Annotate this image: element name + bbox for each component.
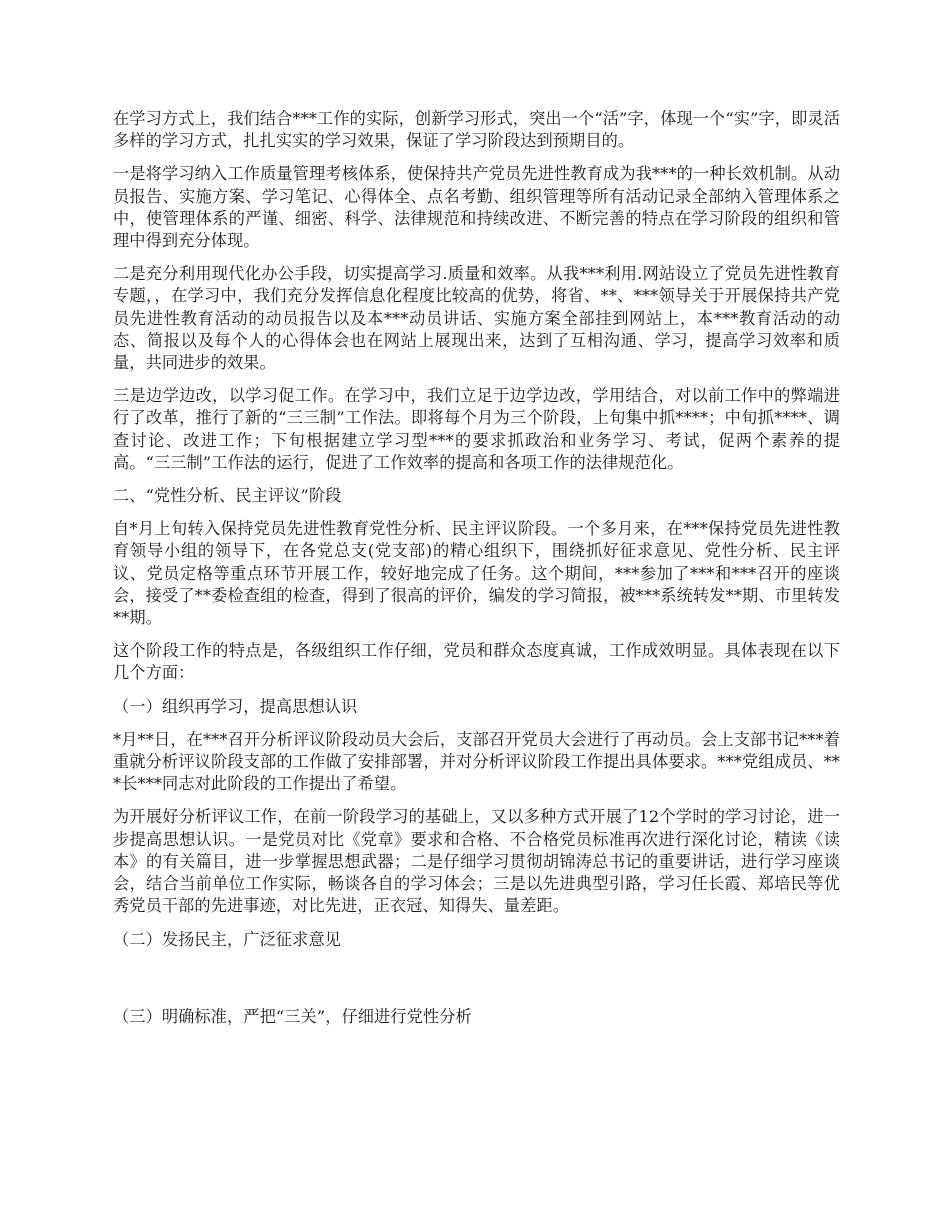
- paragraph-point-two: 二是充分利用现代化办公手段，切实提高学习.质量和效率。从我***利用.网站设立了党员先进性教育专题，，在学习中，我们充分发挥信息化程度比较高的优势，将省、**、***领导关于开展保持共产党员先进性教育活动的动员报告以及本***动员讲话、实施方案全部挂到网站上，本***教育活动的动态、简报以及每个人的心得体会也在网站上展现出来，达到了互相沟通、学习，提高学习效率和质量，共同进步的效果。: [113, 264, 840, 373]
- paragraph-study-method: 在学习方式上，我们结合***工作的实际，创新学习形式，突出一个“活”字，体现一个“实”字，即灵活多样的学习方式，扎扎实实的学习效果，保证了学习阶段达到预期目的。: [113, 109, 840, 151]
- paragraph-point-one: 一是将学习纳入工作质量管理考核体系，使保持共产党员先进性教育成为我***的一种长效机制。从动员报告、实施方案、学习笔记、心得体全、点名考勤、组织管理等所有活动记录全部纳入管理体系之中，使管理体系的严谨、细密、科学、法律规范和持续改进、不断完善的特点在学习阶段的组织和管理中得到充分体现。: [113, 164, 840, 251]
- subheading-two: （二）发扬民主，广泛征求意见: [113, 929, 342, 949]
- paragraph-mobilization: *月**日，在***召开分析评议阶段动员大会后，支部召开党员大会进行了再动员。会上支部书记***着重就分析评议阶段支部的工作做了安排部署，并对分析评议阶段工作提出具体要求。***党组成员、***长***同志对此阶段的工作提出了希望。: [113, 729, 840, 794]
- paragraph-study-discussion: 为开展好分析评议工作，在前一阶段学习的基础上，又以多种方式开展了12个学时的学习讨论，进一步提高思想认识。一是党员对比《党章》要求和合格、不合格党员标准再次进行深化讨论，精读《读本》的有关篇目，进一步掌握思想武器；二是仔细学习贯彻胡锦涛总书记的重要讲话，进行学习座谈会，结合当前单位工作实际，畅谈各自的学习体会；三是以先进典型引路，学习任长霞、郑培民等优秀党员干部的先进事迹，对比先进，正衣冠、知得失、量差距。: [113, 807, 840, 916]
- document-body: [113, 108, 840, 1039]
- paragraph-point-three: 三是边学边改，以学习促工作。在学习中，我们立足于边学边改，学用结合，对以前工作中的弊端进行了改革，推行了新的“三三制”工作法。即将每个月为三个阶段，上旬集中抓****；中旬抓****、调查讨论、改进工作；下旬根据建立学习型***的要求抓政治和业务学习、考试，促两个素养的提高。“三三制”工作法的运行，促进了工作效率的提高和各项工作的法律规范化。: [113, 386, 840, 472]
- blank-spacer: [113, 962, 840, 1006]
- section-heading-stage-two: 二、“党性分析、民主评议”阶段: [113, 486, 342, 506]
- subheading-one: （一）组织再学习，提高思想认识: [113, 696, 358, 716]
- paragraph-stage-two-intro: 自*月上旬转入保持党员先进性教育党性分析、民主评议阶段。一个多月来，在***保持党员先进性教育领导小组的领导下，在各党总支(党支部)的精心组织下，围绕抓好征求意见、党性分析、民主评议、党员定格等重点环节开展工作，较好地完成了任务。这个期间，***参加了***和***召开的座谈会，接受了**委检查组的检查，得到了很高的评价，编发的学习简报，被***系统转发**期、市里转发**期。: [113, 519, 840, 628]
- subheading-three: （三）明确标准，严把“三关”，仔细进行党性分析: [113, 1006, 472, 1026]
- paragraph-stage-features: 这个阶段工作的特点是，各级组织工作仔细，党员和群众态度真诚，工作成效明显。具体表现在以下几个方面：: [113, 641, 840, 683]
